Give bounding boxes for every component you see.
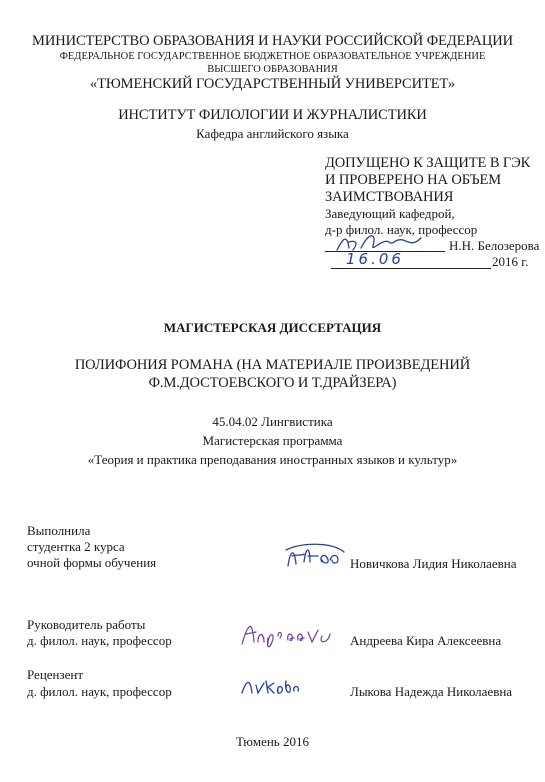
author-label-2: студентка 2 курса	[27, 539, 125, 554]
ministry-name: МИНИСТЕРСТВО ОБРАЗОВАНИЯ И НАУКИ РОССИЙСКОЙ ФЕДЕРАЦИИ	[32, 33, 513, 49]
reviewer-degree: д. филол. наук, профессор	[27, 684, 172, 699]
reviewer-signature	[238, 671, 302, 699]
university-name: «ТЮМЕНСКИЙ ГОСУДАРСТВЕННЫЙ УНИВЕРСИТЕТ»	[89, 76, 456, 92]
approval-line-2: И ПРОВЕРЕНО НА ОБЪЕМ	[325, 172, 502, 188]
thesis-title-line-2: Ф.М.ДОСТОЕВСКОГО И Т.ДРАЙЗЕРА)	[148, 375, 397, 391]
reviewer-name: Лыкова Надежда Николаевна	[350, 684, 513, 699]
approval-year: 2016 г.	[492, 254, 529, 269]
institute-name: ИНСТИТУТ ФИЛОЛОГИИ И ЖУРНАЛИСТИКИ	[118, 107, 427, 123]
place-year: Тюмень 2016	[236, 734, 309, 749]
approval-degree: д-р филол. наук, профессор	[325, 222, 478, 237]
supervisor-name: Андреева Кира Алексеевна	[350, 633, 502, 648]
approval-line-1: ДОПУЩЕНО К ЗАЩИТЕ В ГЭК	[325, 155, 531, 171]
handwritten-date: 16.06	[346, 250, 404, 268]
approval-role: Заведующий кафедрой,	[325, 206, 455, 221]
thesis-title-line-1: ПОЛИФОНИЯ РОМАНА (НА МАТЕРИАЛЕ ПРОИЗВЕДЕНИЙ	[74, 357, 471, 373]
supervisor-signature	[238, 614, 342, 650]
author-name: Новичкова Лидия Николаевна	[350, 556, 517, 571]
date-line	[331, 268, 491, 269]
author-signature	[282, 540, 348, 572]
institution-line-1: ФЕДЕРАЛЬНОЕ ГОСУДАРСТВЕННОЕ БЮДЖЕТНОЕ ОБРАЗОВАТЕЛЬНОЕ УЧРЕЖДЕНИЕ	[59, 51, 486, 62]
specialty-code: 45.04.02 Лингвистика	[212, 414, 333, 429]
reviewer-label: Рецензент	[27, 667, 84, 682]
supervisor-label: Руководитель работы	[27, 617, 146, 632]
program-name: «Теория и практика преподавания иностранных языков и культур»	[87, 452, 458, 467]
author-label-1: Выполнила	[27, 523, 91, 538]
program-label: Магистерская программа	[202, 433, 343, 448]
thesis-type: МАГИСТЕРСКАЯ ДИССЕРТАЦИЯ	[163, 320, 382, 335]
department-name: Кафедра английского языка	[196, 126, 349, 141]
author-label-3: очной формы обучения	[27, 555, 157, 570]
approval-line-3: ЗАИМСТВОВАНИЯ	[325, 189, 454, 205]
supervisor-degree: д. филол. наук, профессор	[27, 633, 172, 648]
institution-line-2: ВЫСШЕГО ОБРАЗОВАНИЯ	[207, 64, 338, 75]
head-name: Н.Н. Белозерова	[449, 238, 540, 253]
